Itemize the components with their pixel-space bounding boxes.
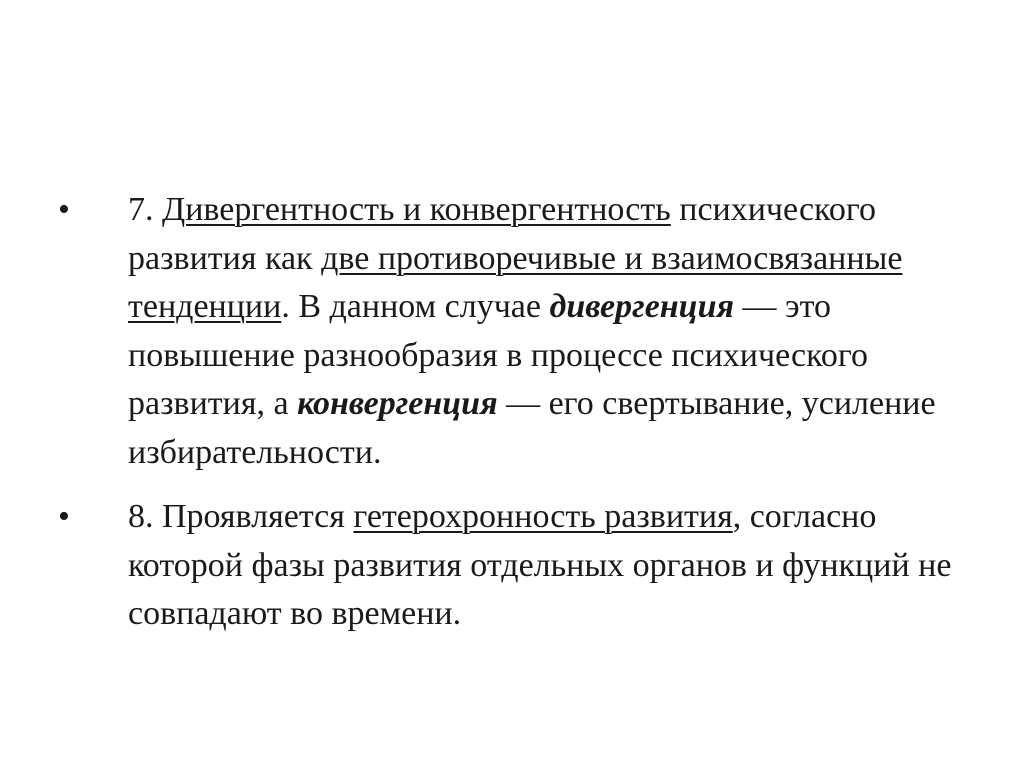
bullet-dot-icon: •: [58, 191, 70, 228]
bullet-item-7: [58, 186, 968, 477]
bullet-list: [58, 186, 968, 655]
body-text: . В данном случае: [281, 288, 550, 325]
emphasized-term: дивергенция: [549, 288, 734, 325]
underlined-term: Дивергентность и конвергентность: [162, 191, 671, 228]
emphasized-term: конвергенция: [297, 385, 498, 422]
item-number: 8.: [128, 498, 162, 535]
body-text: , согласно которой фазы развития отдельных органов и функций не совпадают во времени.: [128, 498, 952, 632]
bullet-dot-icon: •: [58, 498, 70, 535]
underlined-term: две противоречивые и взаимосвязанные тенденции: [128, 239, 903, 325]
item-number: 7.: [128, 191, 162, 228]
body-text: Проявляется: [162, 498, 354, 535]
body-text: — его свертывание, усиление избирательности.: [128, 385, 936, 471]
bullet-item-8: [58, 493, 968, 639]
body-text: — это повышение разнообразия в процессе психического развития, а: [128, 288, 868, 422]
underlined-term: гетерохронность развития: [353, 498, 733, 535]
body-text: психического развития как: [128, 191, 876, 277]
